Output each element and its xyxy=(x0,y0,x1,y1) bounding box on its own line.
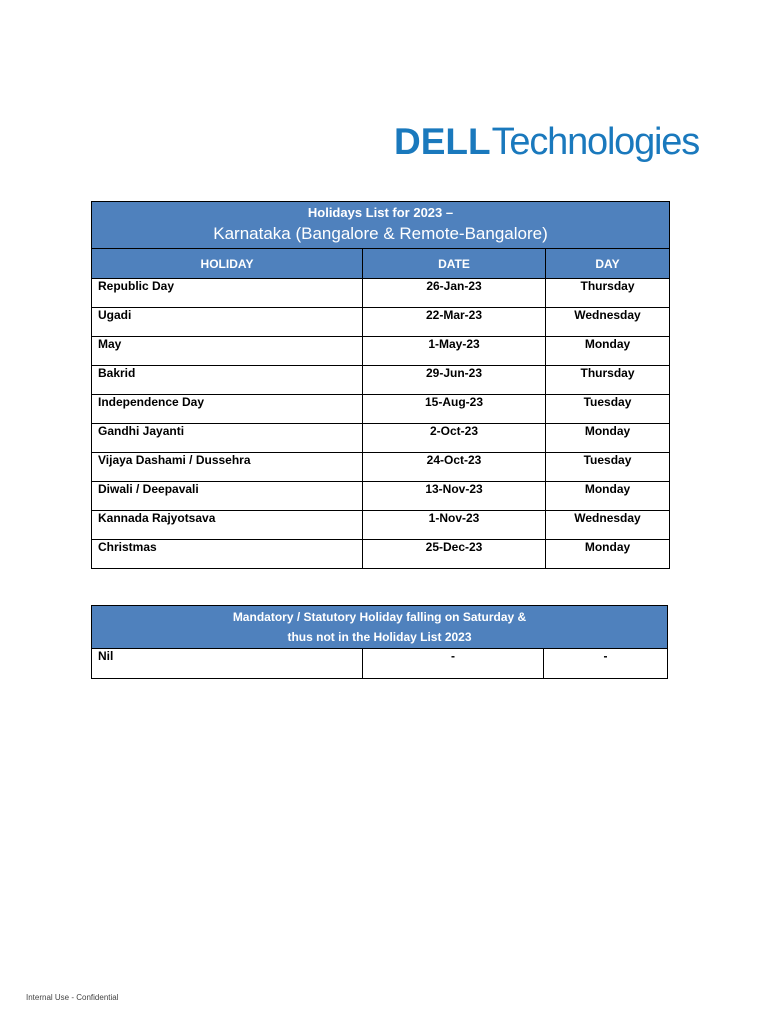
holiday-name: Vijaya Dashami / Dussehra xyxy=(92,453,363,482)
holiday-date: 29-Jun-23 xyxy=(363,366,546,395)
holiday-name: Bakrid xyxy=(92,366,363,395)
column-header-date: DATE xyxy=(363,249,546,279)
table-row xyxy=(92,511,670,540)
holiday-name: Diwali / Deepavali xyxy=(92,482,363,511)
table-row xyxy=(92,279,670,308)
holidays-title xyxy=(92,202,670,249)
table-row xyxy=(92,366,670,395)
holiday-day: Monday xyxy=(546,482,670,511)
holiday-date: 13-Nov-23 xyxy=(363,482,546,511)
holiday-date: 1-May-23 xyxy=(363,337,546,366)
holiday-date: 1-Nov-23 xyxy=(363,511,546,540)
holidays-table xyxy=(91,201,670,569)
table-row xyxy=(92,424,670,453)
holidays-title-year: Holidays List for 2023 – xyxy=(307,205,454,220)
confidentiality-footer: Internal Use - Confidential xyxy=(26,993,119,1002)
dell-technologies-logo xyxy=(394,118,699,166)
holiday-day: Wednesday xyxy=(546,511,670,540)
mandatory-title-row xyxy=(92,606,668,649)
table-row xyxy=(92,308,670,337)
logo-suffix: Technologies xyxy=(491,121,700,163)
holiday-date: 15-Aug-23 xyxy=(363,395,546,424)
holiday-day: Monday xyxy=(546,424,670,453)
holiday-day: Tuesday xyxy=(546,453,670,482)
holiday-day: Tuesday xyxy=(546,395,670,424)
holiday-name: Republic Day xyxy=(92,279,363,308)
holiday-day: Wednesday xyxy=(546,308,670,337)
table-row xyxy=(92,453,670,482)
holiday-date: 22-Mar-23 xyxy=(363,308,546,337)
mandatory-holiday-date: - xyxy=(363,649,544,679)
holiday-date: 2-Oct-23 xyxy=(363,424,546,453)
holiday-name: Independence Day xyxy=(92,395,363,424)
holiday-name: May xyxy=(92,337,363,366)
holiday-day: Thursday xyxy=(546,366,670,395)
logo-brand: DELL xyxy=(394,121,491,162)
holiday-day: Thursday xyxy=(546,279,670,308)
holiday-name: Christmas xyxy=(92,540,363,569)
holiday-date: 26-Jan-23 xyxy=(363,279,546,308)
holidays-title-region: Karnataka (Bangalore & Remote-Bangalore) xyxy=(213,224,548,243)
column-header-holiday: HOLIDAY xyxy=(92,249,363,279)
holiday-day: Monday xyxy=(546,540,670,569)
holiday-name: Kannada Rajyotsava xyxy=(92,511,363,540)
holidays-title-row xyxy=(92,202,670,249)
column-header-day: DAY xyxy=(546,249,670,279)
mandatory-title-line1: Mandatory / Statutory Holiday falling on Saturday & xyxy=(232,610,527,624)
mandatory-title xyxy=(92,606,668,649)
table-row xyxy=(92,482,670,511)
holiday-day: Monday xyxy=(546,337,670,366)
table-row xyxy=(92,540,670,569)
holiday-name: Gandhi Jayanti xyxy=(92,424,363,453)
holiday-date: 25-Dec-23 xyxy=(363,540,546,569)
holiday-date: 24-Oct-23 xyxy=(363,453,546,482)
table-row xyxy=(92,395,670,424)
mandatory-title-line2: thus not in the Holiday List 2023 xyxy=(287,630,472,644)
table-row xyxy=(92,337,670,366)
holidays-header-row xyxy=(92,249,670,279)
mandatory-holiday-name: Nil xyxy=(92,649,363,679)
mandatory-holiday-day: - xyxy=(544,649,668,679)
table-row xyxy=(92,649,668,679)
holiday-name: Ugadi xyxy=(92,308,363,337)
mandatory-holidays-table xyxy=(91,605,668,679)
